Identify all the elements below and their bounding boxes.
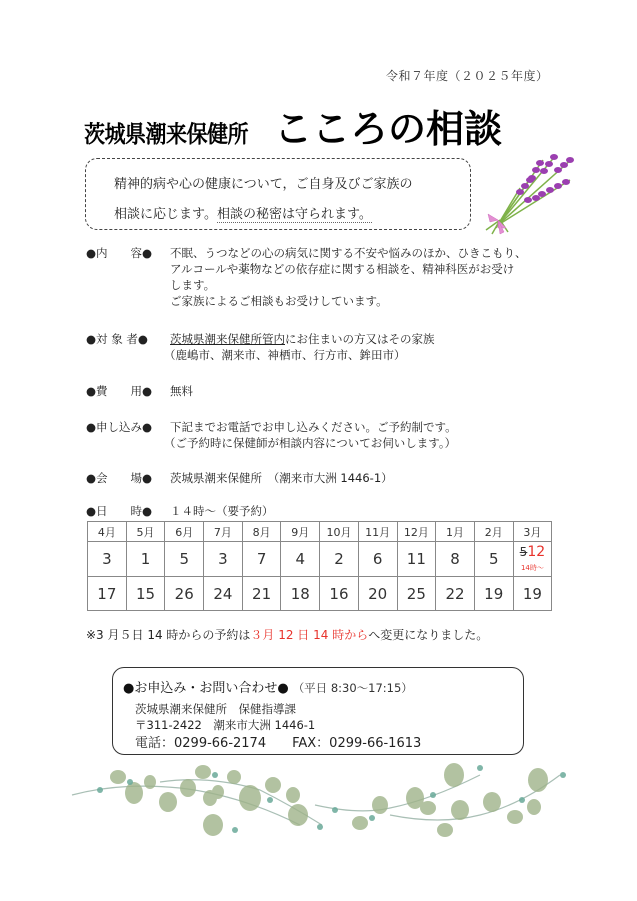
date-cell: 19	[474, 577, 513, 611]
date-cell: 2	[320, 542, 359, 577]
target-area: 茨城県潮来保健所管内	[170, 332, 285, 346]
schedule-change-notice	[86, 626, 488, 643]
leaf-vine-decoration	[60, 760, 580, 840]
first-date-row	[88, 542, 552, 577]
info-venue	[86, 470, 393, 486]
month-header: 8月	[242, 522, 281, 542]
intro-line-2a: 相談に応じます。	[114, 207, 217, 222]
date-cell: 5	[474, 542, 513, 577]
application-label: ●申し込み●	[86, 420, 153, 434]
contact-phone-fax: 電話：0299-66-2174 FAX：0299-66-1613	[135, 736, 422, 751]
content-label: ●内 容●	[86, 246, 153, 260]
content-line-4: ご家族によるご相談もお受けしています。	[170, 294, 388, 308]
month-header: 12月	[397, 522, 436, 542]
date-cell: 24	[204, 577, 243, 611]
application-line-1: 下記までお電話でお申し込みください。ご予約制です。	[170, 420, 457, 434]
old-date: 5	[519, 544, 528, 559]
date-cell: 19	[513, 577, 552, 611]
date-cell: 21	[242, 577, 281, 611]
month-header: 9月	[281, 522, 320, 542]
info-datetime	[86, 503, 274, 519]
date-cell: 11	[397, 542, 436, 577]
month-header: 5月	[126, 522, 165, 542]
date-cell: 17	[88, 577, 127, 611]
contact-hours: （平日 8:30～17:15）	[292, 681, 413, 695]
date-cell: 3	[88, 542, 127, 577]
date-cell: 20	[358, 577, 397, 611]
target-line-1	[170, 331, 435, 347]
date-cell: 4	[281, 542, 320, 577]
content-line-3: します。	[170, 278, 216, 292]
title-row	[84, 107, 503, 151]
month-header: 11月	[358, 522, 397, 542]
fee-label: ●費 用●	[86, 384, 153, 398]
info-content	[86, 245, 527, 309]
second-date-row	[88, 577, 552, 611]
date-cell: 15	[126, 577, 165, 611]
march-date-change	[514, 544, 552, 575]
target-line-2: （鹿嶋市、潮来市、神栖市、行方市、鉾田市）	[164, 348, 406, 362]
intro-line-2	[114, 203, 470, 223]
content-line-2: アルコールや薬物などの依存症に関する相談を、精神科医がお受け	[170, 262, 515, 276]
datetime-value: １４時～（要予約）	[170, 504, 274, 518]
new-date: 12	[527, 543, 546, 560]
content-line-1: 不眠、うつなどの心の病気に関する不安や悩みのほか、ひきこもり、	[170, 246, 527, 260]
date-cell-march-changed	[513, 542, 552, 577]
notice-highlight: ３月 12 日 14 時から	[250, 628, 369, 642]
date-cell: 26	[165, 577, 204, 611]
date-cell: 3	[204, 542, 243, 577]
info-application	[86, 419, 457, 451]
date-cell: 1	[126, 542, 165, 577]
month-header: 7月	[204, 522, 243, 542]
notice-prefix: ※3 月５日 14 時からの予約は	[86, 628, 251, 642]
target-line-1-rest: にお住まいの方又はその家族	[285, 332, 435, 346]
venue-value: 茨城県潮来保健所 （潮来市大洲 1446-1）	[170, 471, 393, 485]
office-name: 茨城県潮来保健所	[84, 120, 248, 148]
contact-department: 茨城県潮来保健所 保健指導課	[135, 702, 296, 716]
new-time-note: 14時～	[520, 563, 544, 572]
datetime-label: ●日 時●	[86, 504, 153, 518]
info-fee	[86, 383, 193, 399]
contact-box	[112, 667, 524, 755]
info-target	[86, 331, 435, 363]
fiscal-year: 令和７年度（２０２５年度）	[386, 69, 549, 83]
schedule-table	[87, 521, 552, 611]
venue-label: ●会 場●	[86, 471, 153, 485]
intro-confidentiality: 相談の秘密は守られます。	[216, 207, 372, 222]
date-cell: 5	[165, 542, 204, 577]
contact-heading	[123, 677, 413, 696]
month-header: 4月	[88, 522, 127, 542]
target-label: ●対 象 者●	[86, 332, 148, 346]
date-cell: 25	[397, 577, 436, 611]
date-cell: 18	[281, 577, 320, 611]
date-cell: 6	[358, 542, 397, 577]
contact-title: ●お申込み・お問い合わせ●	[123, 681, 289, 696]
intro-line-1: 精神的病や心の健康について，ご自身及びご家族の	[114, 177, 413, 192]
fee-value: 無料	[170, 384, 193, 398]
intro-box	[85, 158, 471, 230]
month-header-row	[88, 522, 552, 542]
date-cell: 8	[436, 542, 475, 577]
month-header: 10月	[320, 522, 359, 542]
month-header: 1月	[436, 522, 475, 542]
date-cell: 22	[436, 577, 475, 611]
application-line-2: （ご予約時に保健師が相談内容についてお伺いします。）	[164, 436, 457, 450]
month-header: 6月	[165, 522, 204, 542]
contact-address: 〒311-2422 潮来市大洲 1446-1	[135, 718, 316, 732]
page-title: こころの相談	[274, 107, 503, 151]
notice-suffix: へ変更になりました。	[368, 628, 489, 642]
month-header: 2月	[474, 522, 513, 542]
date-cell: 16	[320, 577, 359, 611]
lavender-illustration	[478, 150, 578, 235]
month-header: 3月	[513, 522, 552, 542]
date-cell: 7	[242, 542, 281, 577]
